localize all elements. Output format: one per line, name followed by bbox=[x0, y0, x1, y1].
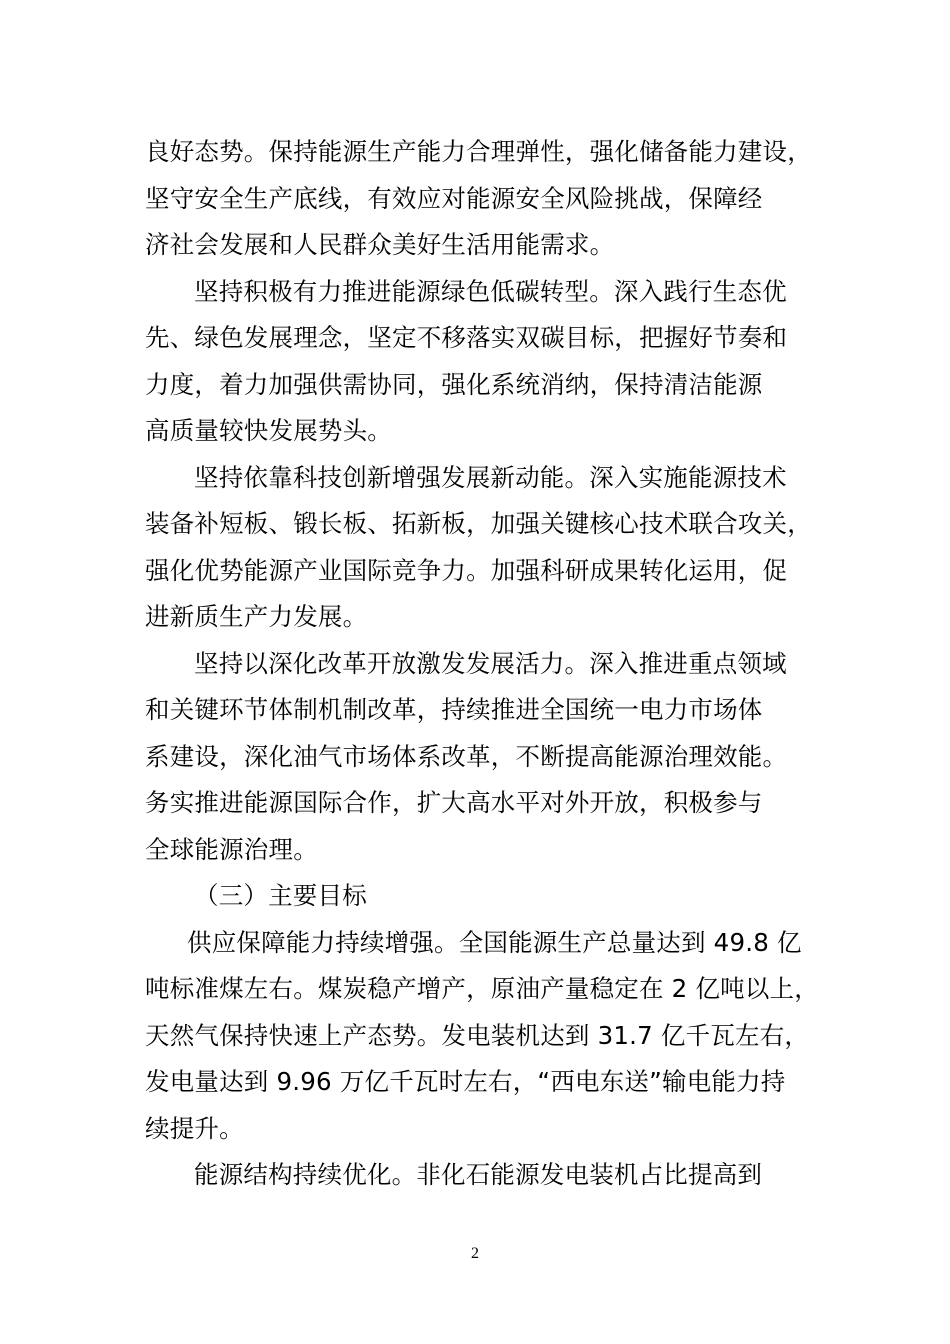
text-line: 良好态势。保持能源生产能力合理弹性，强化储备能力建设， bbox=[145, 137, 812, 166]
paragraph-start-line: 坚持以深化改革开放激发发展活力。深入推进重点领域 bbox=[194, 648, 787, 678]
text-line: 强化优势能源产业国际竞争力。加强科研成果转化运用，促 bbox=[145, 555, 788, 585]
text-line: 吨标准煤左右。煤炭稳产增产，原油产量稳定在 2 亿吨以上， bbox=[145, 974, 819, 1003]
body-text bbox=[145, 129, 835, 1199]
text-line: 天然气保持快速上产态势。发电装机达到 31.7 亿千瓦左右， bbox=[145, 1020, 810, 1050]
paragraph-start-line: 坚持积极有力推进能源绿色低碳转型。深入践行生态优 bbox=[194, 276, 787, 306]
paragraph-start-line: 坚持依靠科技创新增强发展新动能。深入实施能源技术 bbox=[194, 462, 787, 492]
text-line: 先、绿色发展理念，坚定不移落实双碳目标，把握好节奏和 bbox=[145, 323, 788, 352]
text-line: 坚守安全生产底线，有效应对能源安全风险挑战，保障经 bbox=[145, 183, 763, 213]
text-line: 全球能源治理。 bbox=[145, 834, 318, 864]
text-line: 务实推进能源国际合作，扩大高水平对外开放，积极参与 bbox=[145, 788, 763, 817]
text-line: 高质量较快发展势头。 bbox=[145, 416, 392, 445]
paragraph-start-line: 能源结构持续优化。非化石能源发电装机占比提高到 bbox=[194, 1160, 763, 1189]
text-line: 力度，着力加强供需协同，强化系统消纳，保持清洁能源 bbox=[145, 369, 763, 399]
text-line: 系建设，深化油气市场体系改革，不断提高能源治理效能。 bbox=[145, 741, 788, 771]
text-line: 续提升。 bbox=[145, 1113, 244, 1143]
text-line: 和关键环节体制机制改革，持续推进全国统一电力市场体 bbox=[145, 695, 763, 724]
section-heading: （三）主要目标 bbox=[194, 881, 367, 910]
page-number: 2 bbox=[471, 1245, 479, 1262]
paragraph-start-line: 供应保障能力持续增强。全国能源生产总量达到 49.8 亿 bbox=[187, 927, 802, 957]
text-line: 进新质生产力发展。 bbox=[145, 602, 368, 631]
text-line: 发电量达到 9.96 万亿千瓦时左右，“西电东送”输电能力持 bbox=[145, 1067, 786, 1096]
text-line: 济社会发展和人民群众美好生活用能需求。 bbox=[145, 230, 615, 259]
text-line: 装备补短板、锻长板、拓新板，加强关键核心技术联合攻关， bbox=[145, 509, 812, 538]
